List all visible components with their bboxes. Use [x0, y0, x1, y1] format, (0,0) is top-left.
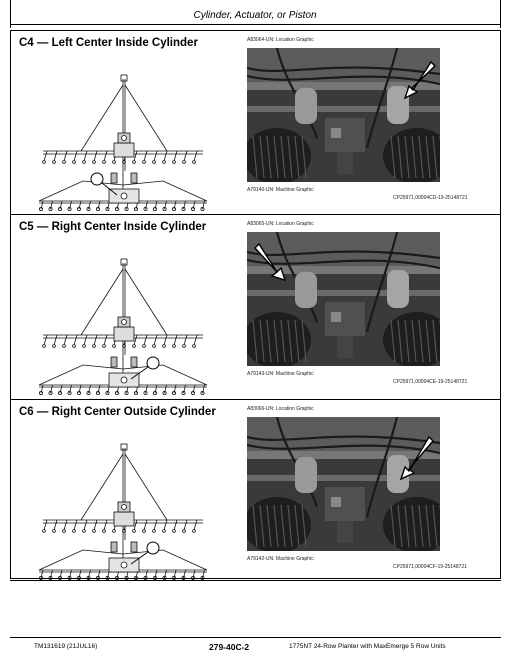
section-title: C4 — Left Center Inside Cylinder — [19, 37, 198, 49]
section-title: C6 — Right Center Outside Cylinder — [19, 406, 216, 418]
location-photo — [247, 48, 440, 182]
location-graphic-caption: A83064-UN: Location Graphic — [247, 37, 314, 43]
header-divider — [10, 24, 501, 25]
machine-photo-illustration — [247, 232, 440, 366]
frame-bottom-rule — [10, 580, 501, 581]
section-c5 — [11, 214, 500, 400]
page-header-title: Cylinder, Actuator, or Piston — [193, 10, 317, 21]
section-c4 — [11, 31, 500, 214]
section-c6 — [11, 399, 500, 579]
reference-code: CP25971,00004CE-19-25148721 — [393, 379, 468, 385]
footer-divider — [10, 637, 501, 638]
reference-code: CP25971,00004CF-19-25148721 — [393, 564, 467, 570]
content-frame — [10, 30, 501, 579]
location-graphic-caption: A83065-UN: Location Graphic — [247, 221, 314, 227]
machine-graphic-caption: A79140-UN: Machine Graphic — [247, 187, 314, 193]
machine-photo-illustration — [247, 48, 440, 182]
footer-model: 1775NT 24-Row Planter with MaxEmerge 5 Row Units — [289, 643, 446, 650]
location-photo — [247, 417, 440, 551]
location-photo — [247, 232, 440, 366]
footer-page-number: 279-40C-2 — [209, 642, 250, 652]
planter-diagram — [23, 51, 223, 211]
planter-diagram — [23, 420, 223, 580]
section-title: C5 — Right Center Inside Cylinder — [19, 221, 207, 233]
location-graphic-caption: A83066-UN: Location Graphic — [247, 406, 314, 412]
footer-doc-id: TM131619 (21JUL16) — [34, 643, 98, 650]
planter-diagram — [23, 235, 223, 395]
machine-graphic-caption: A79143-UN: Machine Graphic — [247, 371, 314, 377]
machine-photo-illustration — [247, 417, 440, 551]
reference-code: CP25971,00004CD-19-25148721 — [393, 195, 468, 201]
machine-graphic-caption: A79142-UN: Machine Graphic — [247, 556, 314, 562]
